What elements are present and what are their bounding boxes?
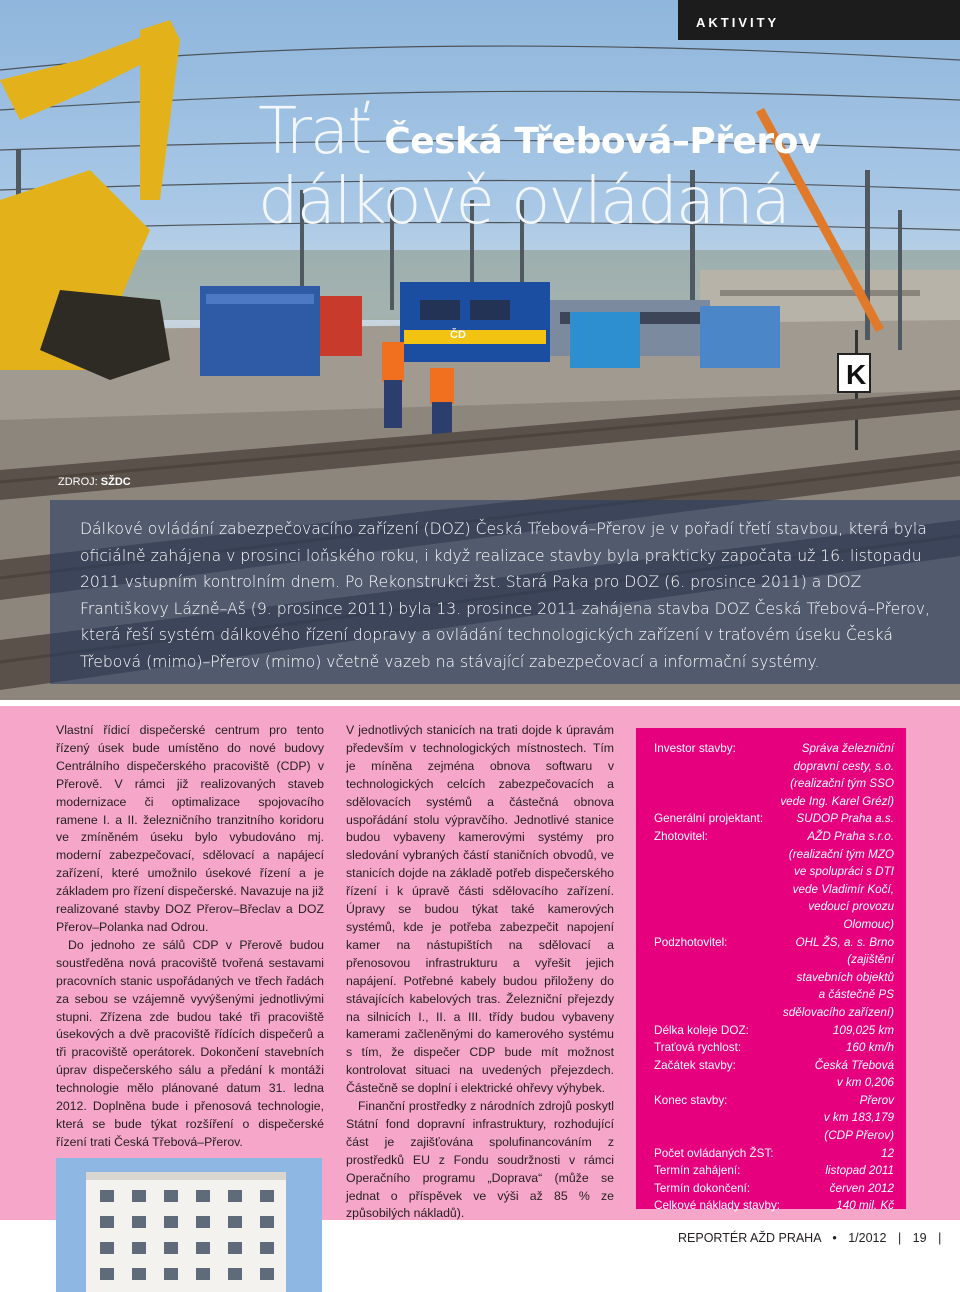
fact-value: listopad 2011 (825, 1164, 894, 1178)
fact-row (654, 881, 894, 899)
fact-label (654, 758, 778, 776)
fact-label: Konec stavby: (654, 1093, 728, 1107)
issue-number: 1/2012 (848, 1231, 887, 1245)
fact-value: (CDP Přerov) (824, 1129, 894, 1143)
fact-label (654, 846, 778, 864)
fact-value: Správa železniční (801, 742, 894, 755)
fact-row (654, 1092, 894, 1110)
fact-value: (realizační tým SSO (790, 777, 894, 791)
building-photo (56, 1158, 322, 1292)
fact-value: SUDOP Praha a.s. (796, 812, 894, 826)
fact-label: Termín zahájení: (654, 1164, 741, 1178)
fact-value: vede Vladimír Kočí, (792, 882, 894, 896)
fact-value: (realizační tým MZO (788, 847, 894, 861)
fact-value: Česká Třebová (814, 1058, 894, 1072)
fact-row (654, 1074, 894, 1092)
fact-value: dopravní cesty, s.o. (793, 759, 894, 773)
fact-label (654, 951, 778, 969)
fact-label: Celkové náklady stavby: (654, 1199, 781, 1213)
body-paragraph: Vlastní řídicí dispečerské centrum pro tento řízený úsek bude umístěno do nové budovy Centrálního dispečerského pracoviště (CDP) v Přerově. V rámci již realizovaných staveb modernizace či optimalizace spojovacího ramene I. a II. železničního tranzitního koridoru ve zmíněném úseku bylo vybudováno mj. moderní zabezpečovací, sdělovací a napájecí zařízení, které umožnilo úsekové řízení a je základem pro řízení dispečerské. Navazuje na již realizované stavby DOZ Přerov–Břeclav a DOZ Přerov–Polanka nad Odrou. (56, 723, 324, 934)
fact-row (654, 1180, 894, 1198)
fact-row (654, 1022, 894, 1040)
fact-value: červen 2012 (829, 1181, 894, 1195)
fact-value: v km 183,179 (823, 1111, 894, 1125)
body-paragraph: V jednotlivých stanicích na trati dojde k úpravám především v technologických místnostech. Tím je míněna zejména obnova softwaru v technologických celcích zabezpečovacích a sdělovacích systémů a částečná obnova uspořádání stolu výpravčího. Jednotlivé stanice budou vybaveny kamerovými systémy pro sledování vybraných částí staničních obvodů, ve stanicích dojde na základě potřeb dispečerského řízení i k úpravě části sdělovacího zařízení. Úpravy se budou týkat také kamerových systémů, kde je potřeba zabezpečit napojení kamer na nástupištích na sdělovací a přenosovou infrastrukturu a vyřešit jejich napájení. Potřebné kabely budou přiloženy do stávajících kabelových tras. Železniční přejezdy na silnicích I., II. a III. třídy budou vybaveny kamerami začleněnými do kamerového systému s tím, že dispečer CDP bude mít možnost kontrolovat situaci na uvedených přejezdech. Částečně se doplní i elektrické ohřevy výhybek. (346, 723, 614, 1096)
fact-row (654, 934, 894, 952)
fact-row (654, 969, 894, 987)
fact-value: AŽD Praha s.r.o. (807, 829, 894, 843)
fact-value: stavebních objektů (796, 970, 894, 984)
fact-label (654, 986, 778, 1004)
fact-label (654, 775, 778, 793)
footer-bullet: • (832, 1231, 837, 1245)
fact-label (654, 1074, 778, 1092)
footer-divider: | (897, 1231, 902, 1245)
article-title (258, 95, 821, 239)
fact-row (654, 1162, 894, 1180)
fact-value: 12 (880, 1146, 894, 1160)
fact-row (654, 1197, 894, 1215)
fact-label (654, 1004, 778, 1022)
fact-value: ve spolupráci s DTI (793, 865, 894, 879)
body-column-1 (56, 722, 324, 1152)
fact-label (654, 863, 778, 881)
fact-label (654, 1109, 778, 1127)
fact-label: Zhotovitel: (654, 829, 708, 843)
magazine-name: REPORTÉR AŽD PRAHA (678, 1231, 821, 1245)
fact-value: OHL ŽS, a. s. Brno (795, 935, 894, 949)
fact-label: Podzhotovitel: (654, 935, 728, 949)
fact-value: 109,025 km (832, 1023, 894, 1037)
fact-row (654, 986, 894, 1004)
page-footer (678, 1231, 949, 1245)
fact-label (654, 1127, 778, 1145)
track-sign-k: K (846, 359, 867, 390)
fact-value: Přerov (859, 1093, 894, 1107)
fact-value: (zajištění (847, 953, 894, 967)
body-paragraph: Finanční prostředky z národních zdrojů poskytl Státní fond dopravní infrastruktury, rozhodující část je zajišťována spolufinancováním z prostředků EU z Fondu soudržnosti v rámci Operačního programu „Doprava“ (může se jednat o příspěvek ve výši až 85 % ze způsobilých nákladů). (346, 1099, 614, 1221)
fact-row (654, 1145, 894, 1163)
fact-row (654, 810, 894, 828)
fact-value: 160 km/h (845, 1041, 894, 1055)
fact-value: 140 mil. Kč (836, 1199, 894, 1213)
fact-row (654, 951, 894, 969)
fact-row (654, 1057, 894, 1075)
fact-value: vedoucí provozu Olomouc) (808, 900, 894, 931)
fact-label: Generální projektant: (654, 812, 764, 826)
body-paragraph: Do jednoho ze sálů CDP v Přerově budou soustředěna nová pracoviště tvořená sestavami pracovních stanic uspořádaných ve třech řadách za sebou se vzájemně vyvýšenými jednotlivými stupni. Zřízena zde budou také tři pracoviště úsekových a dvě pracoviště řídících dispečerů a tři pracoviště operátorek. Dokončení stavebních úprav dispečerského sálu a předání k montáži technologie mělo plánované datum 31. ledna 2012. Doplněna bude i přenosová technologie, která se bude týkat rozšíření o dispečerské řízení trati Česká Třebová–Přerov. (56, 937, 324, 1149)
fact-row (654, 1004, 894, 1022)
fact-label (654, 969, 778, 987)
fact-value: a částečně PS (818, 988, 894, 1002)
photo-credit (58, 476, 131, 488)
title-subline: dálkově ovládaná (258, 165, 789, 239)
fact-row (654, 758, 894, 776)
fact-label: Traťová rychlost: (654, 1041, 742, 1055)
fact-row (654, 1109, 894, 1127)
fact-row (654, 863, 894, 881)
title-word-trat: Trať (258, 95, 371, 169)
footer-divider: | (938, 1231, 942, 1245)
fact-label (654, 881, 778, 899)
fact-row (654, 1039, 894, 1057)
fact-label: Délka koleje DOZ: (654, 1023, 749, 1037)
fact-value: sdělovacího zařízení) (782, 1005, 894, 1019)
fact-value: vede Ing. Karel Grézl) (780, 794, 894, 808)
fact-row (654, 828, 894, 846)
project-facts-box (636, 728, 906, 1213)
cdp-building-image (56, 1158, 322, 1292)
fact-value: v km 0,206 (836, 1076, 894, 1090)
lead-paragraph: Dálkové ovládání zabezpečovacího zařízení (DOZ) Česká Třebová–Přerov je v pořadí třetí stavbou, která byla oficiálně zahájena v prosinci loňského roku, i když realizace stavby byla prakticky započata už 16. listopadu 2011 vstupním kontrolním dnem. Po Rekonstrukci žst. Stará Paka pro DOZ (6. prosince 2011) a DOZ Františkovy Lázně–Aš (9. prosince 2011) byla 13. prosince 2011 zahájena stavba DOZ Česká Třebová–Přerov, která řeší systém dálkového řízení dopravy a ovládání technologických zařízení v traťovém úseku Česká Třebová (mimo)–Přerov (mimo) včetně vazeb na stávající zabezpečovací a informační systémy. (80, 520, 930, 671)
section-label: AKTIVITY (678, 0, 960, 40)
fact-label: Investor stavby: (654, 742, 736, 755)
photo-credit-label: ZDROJ: (58, 476, 98, 488)
fact-label (654, 793, 778, 811)
fact-row (654, 793, 894, 811)
fact-label (654, 898, 778, 933)
page-number: 19 (912, 1231, 927, 1245)
title-route: Česká Třebová–Přerov (384, 121, 821, 162)
fact-row (654, 740, 894, 758)
body-column-2 (346, 722, 614, 1223)
fact-label: Termín dokončení: (654, 1181, 751, 1195)
loco-logo: ČD (450, 329, 466, 341)
fact-row (654, 775, 894, 793)
fact-row (654, 898, 894, 933)
photo-credit-name: SŽDC (100, 476, 131, 488)
fact-label: Počet ovládaných ŽST: (654, 1146, 774, 1160)
fact-row (654, 1127, 894, 1145)
fact-label: Začátek stavby: (654, 1058, 736, 1072)
fact-row (654, 846, 894, 864)
